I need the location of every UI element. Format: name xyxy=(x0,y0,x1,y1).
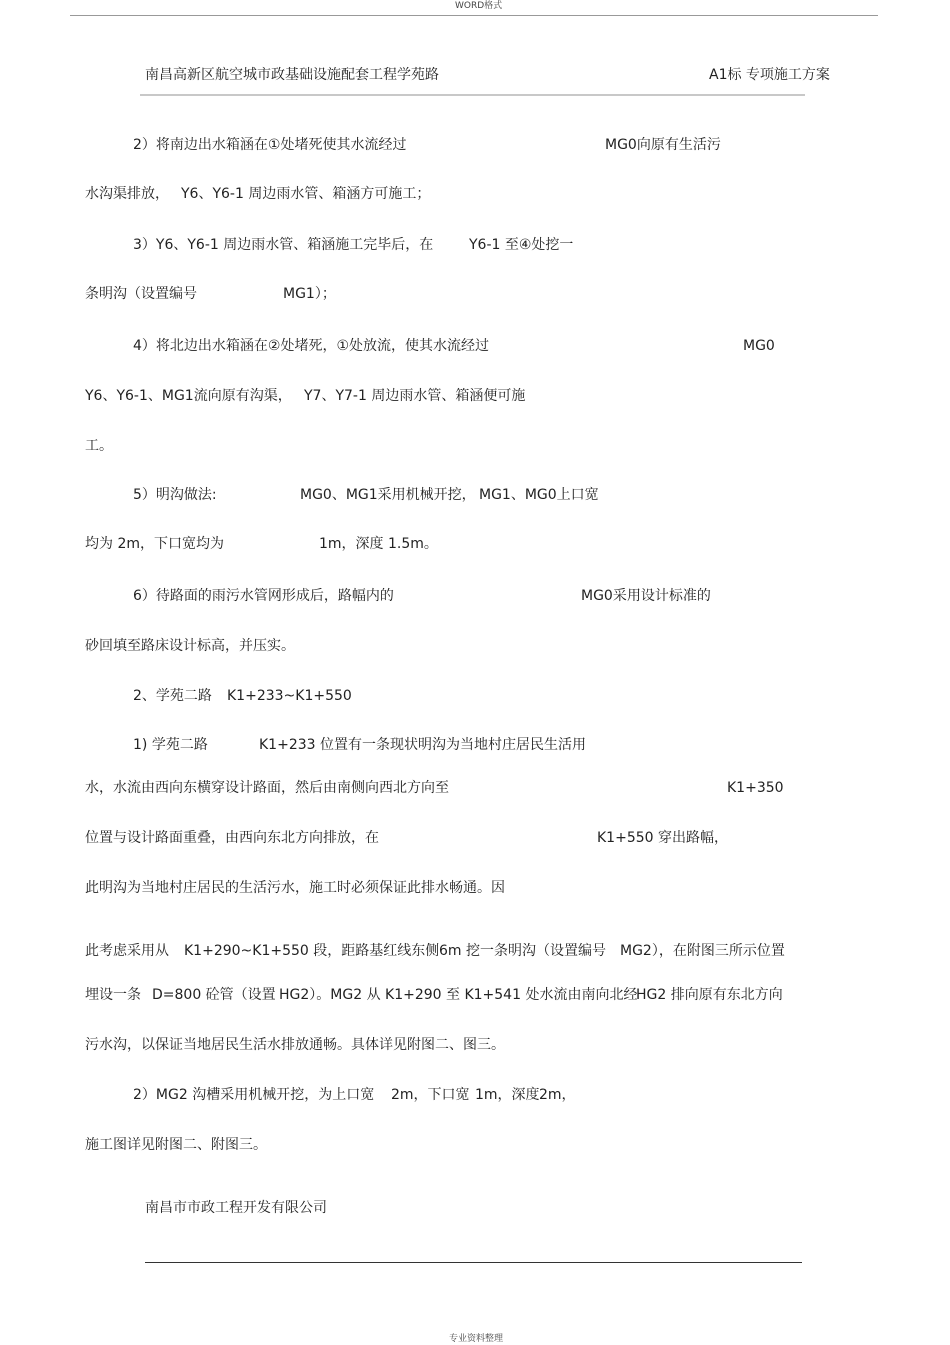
para-line-18d: HG2 排向原有东北方向 xyxy=(636,987,783,1003)
footer-company: 南昌市市政工程开发有限公司 xyxy=(145,1200,327,1216)
para-line-4b: MG1）； xyxy=(283,286,336,302)
top-watermark-label: WORD格式 xyxy=(455,1,503,11)
para-line-10b: MG0采用设计标准的 xyxy=(581,588,711,604)
top-rule xyxy=(70,15,878,16)
para-line-1a: 2）将南边出水箱涵在①处堵死使其水流经过 xyxy=(133,137,407,153)
para-line-6b: Y7、Y7-1 周边雨水管、箱涵便可施 xyxy=(304,388,526,404)
para-line-8b: MG0、MG1采用机械开挖， xyxy=(300,487,476,503)
para-line-19a: 污水沟，以保证当地居民生活水排放通畅。具体详见附图二、图三。 xyxy=(85,1037,505,1053)
bottom-label: 专业资料整理 xyxy=(449,1334,504,1344)
para-line-3a: 3）Y6、Y6-1 周边雨水管、箱涵施工完毕后，在 xyxy=(133,237,434,253)
para-line-5a: 4）将北边出水箱涵在②处堵死，①处放流，使其水流经过 xyxy=(133,338,490,354)
para-line-18a: 埋设一条 xyxy=(85,987,141,1003)
para-line-17d: MG2），在附图三所示位置 xyxy=(620,943,785,959)
para-line-18b: D=800 砼管（设置 xyxy=(152,987,276,1003)
section-heading-a: 2、学苑二路 xyxy=(133,688,212,704)
header-right-title: A1标 专项施工方案 xyxy=(709,67,830,83)
para-line-17a: 此考虑采用从 xyxy=(85,943,169,959)
para-line-13a: 1) 学苑二路 xyxy=(133,737,208,753)
para-line-14b: K1+350 xyxy=(727,780,784,796)
para-line-6a: Y6、Y6-1、MG1流向原有沟渠， xyxy=(85,388,292,404)
header-left-title: 南昌高新区航空城市政基础设施配套工程学苑路 xyxy=(145,67,439,83)
para-line-17c: 6m 挖一条明沟（设置编号 xyxy=(439,943,606,959)
section-heading-b: K1+233~K1+550 xyxy=(227,688,352,704)
para-line-16a: 此明沟为当地村庄居民的生活污水，施工时必须保证此排水畅通。因 xyxy=(85,880,505,896)
para-line-2b: Y6、Y6-1 周边雨水管、箱涵方可施工； xyxy=(181,186,431,202)
para-line-3b: Y6-1 至④处挖一 xyxy=(469,237,574,253)
para-line-20c: 1m，深度 xyxy=(475,1087,540,1103)
para-line-10a: 6）待路面的雨污水管网形成后，路幅内的 xyxy=(133,588,394,604)
para-line-14a: 水，水流由西向东横穿设计路面，然后由南侧向西北方向至 xyxy=(85,780,449,796)
para-line-15a: 位置与设计路面重叠，由西向东北方向排放，在 xyxy=(85,830,379,846)
para-line-20b: 2m，下口宽 xyxy=(391,1087,470,1103)
header-rule xyxy=(140,94,805,96)
para-line-9b: 1m，深度 1.5m。 xyxy=(319,536,438,552)
para-line-20d: 2m， xyxy=(539,1087,576,1103)
para-line-20a: 2）MG2 沟槽采用机械开挖，为上口宽 xyxy=(133,1087,375,1103)
para-line-21a: 施工图详见附图二、附图三。 xyxy=(85,1137,267,1153)
para-line-11a: 砂回填至路床设计标高，并压实。 xyxy=(85,638,295,654)
para-line-7a: 工。 xyxy=(85,438,113,454)
para-line-2a: 水沟渠排放， xyxy=(85,186,169,202)
para-line-4a: 条明沟（设置编号 xyxy=(85,286,197,302)
para-line-15b: K1+550 穿出路幅， xyxy=(597,830,728,846)
para-line-8a: 5）明沟做法: xyxy=(133,487,217,503)
footer-rule xyxy=(145,1262,802,1263)
para-line-9a: 均为 2m，下口宽均为 xyxy=(85,536,224,552)
para-line-17b: K1+290~K1+550 段，距路基红线东侧 xyxy=(184,943,440,959)
para-line-8c: MG1、MG0上口宽 xyxy=(479,487,599,503)
para-line-5b: MG0 xyxy=(743,338,775,354)
para-line-18c: HG2）。MG2 从 K1+290 至 K1+541 处水流由南向北经 xyxy=(279,987,638,1003)
para-line-1b: MG0向原有生活污 xyxy=(605,137,721,153)
para-line-13b: K1+233 位置有一条现状明沟为当地村庄居民生活用 xyxy=(259,737,586,753)
